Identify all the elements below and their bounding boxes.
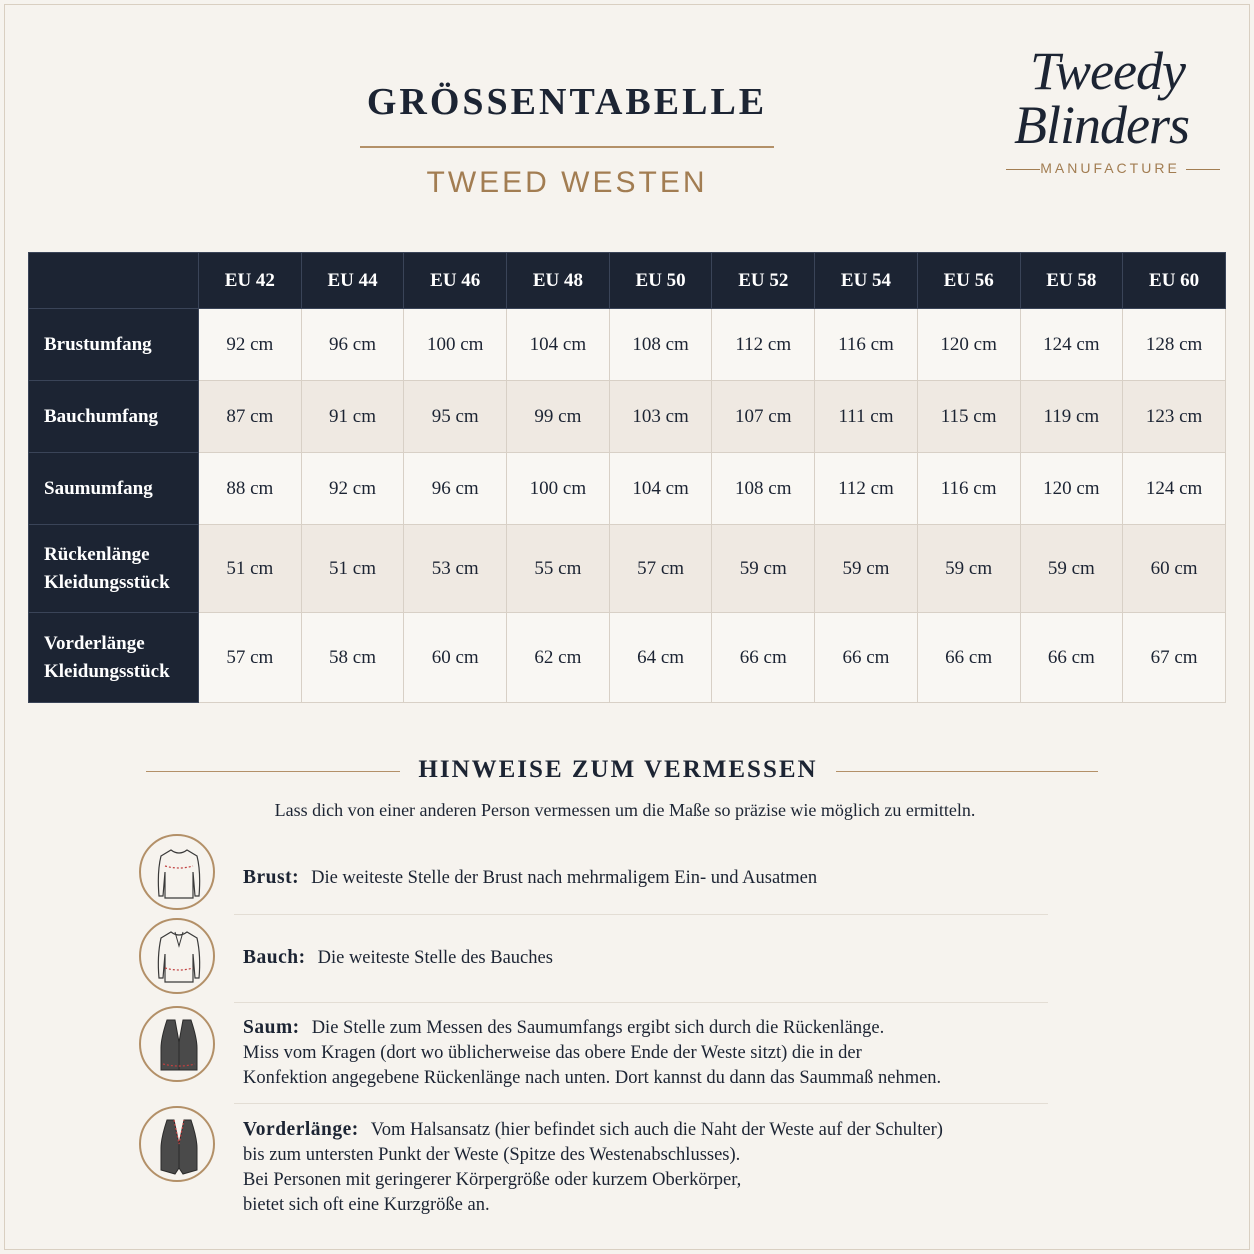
page-subtitle: TWEED WESTEN	[426, 166, 708, 199]
hint-brust	[243, 865, 1043, 891]
table-cell: 58 cm	[301, 613, 404, 703]
table-cell: 57 cm	[609, 525, 712, 613]
hint-vorderlaenge	[243, 1117, 1043, 1218]
table-cell: 120 cm	[1020, 453, 1123, 525]
table-cell: 104 cm	[609, 453, 712, 525]
table-row	[29, 525, 1226, 613]
table-cell: 128 cm	[1123, 309, 1226, 381]
table-cell: 100 cm	[507, 453, 610, 525]
table-row	[29, 613, 1226, 703]
table-cell: 115 cm	[917, 381, 1020, 453]
hint-divider	[234, 914, 1048, 915]
hint-line: Die Stelle zum Messen des Saumumfangs ergibt sich durch die Rückenlänge.	[311, 1018, 885, 1038]
hints-rule-right	[836, 771, 1098, 772]
row-header	[29, 381, 199, 453]
table-header-row	[29, 253, 1226, 309]
column-header: EU 52	[712, 253, 815, 309]
table-row	[29, 381, 1226, 453]
table-cell: 123 cm	[1123, 381, 1226, 453]
column-header: EU 42	[199, 253, 302, 309]
table-cell: 95 cm	[404, 381, 507, 453]
column-header: EU 60	[1123, 253, 1226, 309]
hint-line: Konfektion angegebene Rückenlänge nach unten. Dort kannst du dann das Saummaß nehmen.	[243, 1068, 942, 1088]
hints-rule-left	[146, 771, 400, 772]
table-cell: 99 cm	[507, 381, 610, 453]
row-label: Saumumfang	[44, 477, 153, 499]
table-cell: 119 cm	[1020, 381, 1123, 453]
table-cell: 87 cm	[199, 381, 302, 453]
column-header: EU 48	[507, 253, 610, 309]
column-header: EU 46	[404, 253, 507, 309]
table-cell: 59 cm	[1020, 525, 1123, 613]
table-cell: 108 cm	[609, 309, 712, 381]
column-header: EU 44	[301, 253, 404, 309]
hint-line: bietet sich oft eine Kurzgröße an.	[243, 1195, 490, 1215]
page-title: GRÖSSENTABELLE	[366, 81, 768, 123]
table-cell: 62 cm	[507, 613, 610, 703]
row-label-line: Vorderlänge	[44, 632, 145, 654]
table-corner-cell	[29, 253, 199, 309]
table-cell: 92 cm	[199, 309, 302, 381]
logo-text-line2: Blinders	[1014, 95, 1189, 155]
table-cell: 88 cm	[199, 453, 302, 525]
table-cell: 107 cm	[712, 381, 815, 453]
table-cell: 111 cm	[815, 381, 918, 453]
table-cell: 66 cm	[815, 613, 918, 703]
table-cell: 66 cm	[917, 613, 1020, 703]
table-cell: 116 cm	[917, 453, 1020, 525]
table-cell: 66 cm	[1020, 613, 1123, 703]
hint-line: Vom Halsansatz (hier befindet sich auch die Naht der Weste auf der Schulter)	[370, 1120, 943, 1140]
title-divider	[360, 146, 774, 148]
row-label-line: Kleidungsstück	[44, 660, 170, 682]
table-cell: 51 cm	[301, 525, 404, 613]
table-cell: 66 cm	[712, 613, 815, 703]
torso-belly-icon	[139, 918, 215, 994]
column-header: EU 58	[1020, 253, 1123, 309]
logo-rule-right	[1186, 169, 1220, 170]
hint-saum	[243, 1015, 1043, 1091]
table-cell: 116 cm	[815, 309, 918, 381]
hint-line: Miss vom Kragen (dort wo üblicherweise das obere Ende der Weste sitzt) die in der	[243, 1043, 862, 1063]
column-header: EU 50	[609, 253, 712, 309]
column-header: EU 56	[917, 253, 1020, 309]
vest-front-icon	[139, 1106, 215, 1182]
table-cell: 124 cm	[1123, 453, 1226, 525]
row-header	[29, 309, 199, 381]
row-label-line: Kleidungsstück	[44, 571, 170, 593]
row-header	[29, 613, 199, 703]
hint-divider	[234, 1002, 1048, 1003]
table-cell: 103 cm	[609, 381, 712, 453]
table-row	[29, 309, 1226, 381]
table-cell: 51 cm	[199, 525, 302, 613]
hint-line: Die weiteste Stelle der Brust nach mehrmaligem Ein- und Ausatmen	[311, 868, 818, 888]
hint-label: Bauch:	[243, 947, 306, 968]
brand-logo	[1000, 40, 1220, 180]
table-cell: 96 cm	[404, 453, 507, 525]
row-label: Brustumfang	[44, 333, 152, 355]
hints-title: HINWEISE ZUM VERMESSEN	[418, 756, 818, 783]
size-table	[28, 252, 1226, 703]
table-cell: 91 cm	[301, 381, 404, 453]
row-header	[29, 525, 199, 613]
hint-line: bis zum untersten Punkt der Weste (Spitze des Westenabschlusses).	[243, 1145, 741, 1165]
table-cell: 112 cm	[712, 309, 815, 381]
table-cell: 100 cm	[404, 309, 507, 381]
hint-bauch	[243, 945, 1043, 971]
table-cell: 124 cm	[1020, 309, 1123, 381]
hint-label: Brust:	[243, 867, 300, 888]
hint-line: Bei Personen mit geringerer Körpergröße oder kurzem Oberkörper,	[243, 1170, 742, 1190]
torso-chest-icon	[139, 834, 215, 910]
vest-back-icon	[139, 1006, 215, 1082]
table-cell: 92 cm	[301, 453, 404, 525]
table-cell: 53 cm	[404, 525, 507, 613]
row-label-line: Rückenlänge	[44, 543, 150, 565]
table-cell: 59 cm	[712, 525, 815, 613]
hint-line: Die weiteste Stelle des Bauches	[317, 948, 553, 968]
table-cell: 112 cm	[815, 453, 918, 525]
logo-text-line1: Tweedy	[1030, 41, 1185, 101]
hint-label: Saum:	[243, 1017, 300, 1038]
table-cell: 59 cm	[815, 525, 918, 613]
column-header: EU 54	[815, 253, 918, 309]
table-cell: 104 cm	[507, 309, 610, 381]
table-cell: 60 cm	[404, 613, 507, 703]
table-cell: 59 cm	[917, 525, 1020, 613]
table-cell: 64 cm	[609, 613, 712, 703]
table-row	[29, 453, 1226, 525]
table-cell: 108 cm	[712, 453, 815, 525]
hints-intro: Lass dich von einer anderen Person vermessen um die Maße so präzise wie möglich zu ermitteln.	[274, 800, 976, 820]
hint-divider	[234, 1103, 1048, 1104]
logo-subtext: MANUFACTURE	[1040, 160, 1180, 176]
table-cell: 120 cm	[917, 309, 1020, 381]
hint-label: Vorderlänge:	[243, 1119, 359, 1140]
table-cell: 67 cm	[1123, 613, 1226, 703]
table-cell: 55 cm	[507, 525, 610, 613]
table-cell: 60 cm	[1123, 525, 1226, 613]
row-header	[29, 453, 199, 525]
table-cell: 96 cm	[301, 309, 404, 381]
row-label: Bauchumfang	[44, 405, 159, 427]
table-cell: 57 cm	[199, 613, 302, 703]
